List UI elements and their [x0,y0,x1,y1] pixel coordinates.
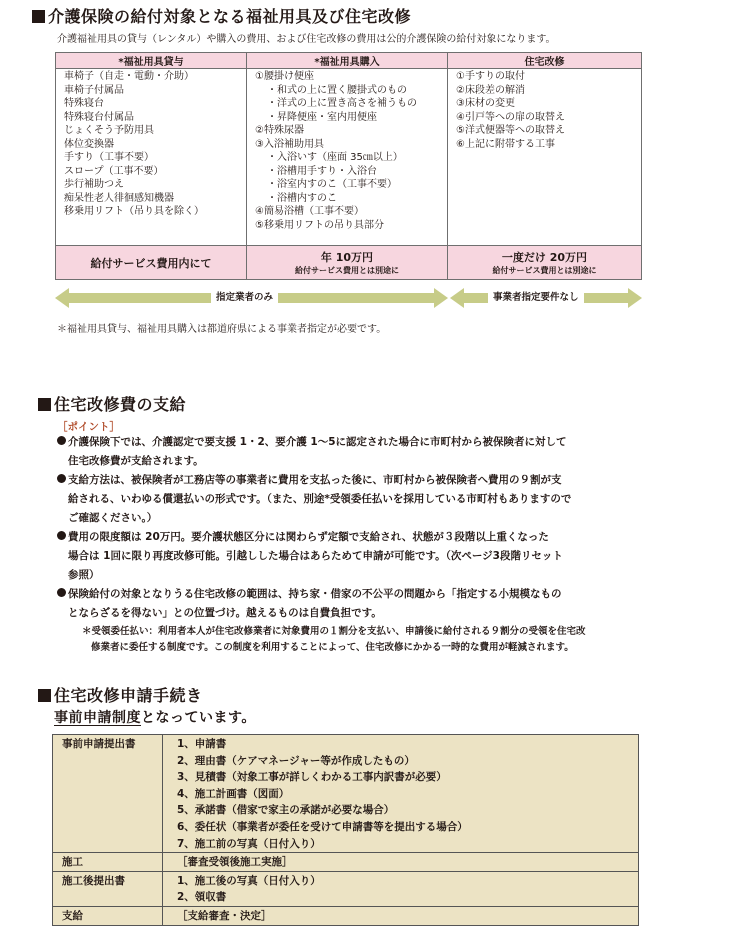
bullet-line: 介護保険下では、介護認定で要支援 1・2、要介護 1～5に認定された場合に市町村から被保険者に対して [68,436,567,448]
procedure-items [163,735,639,853]
point-bullet [57,585,657,623]
arrow-right-icon-2 [628,288,642,308]
procedure-item: 4、施工計画書（図面） [177,787,290,800]
bullet-dot-icon [57,436,66,445]
arrow-left-label: 指定業者のみ [211,288,278,308]
arrow-right-label: 事業者指定要件なし [488,288,584,308]
point-bullet [57,433,657,471]
purchase-items-cell [247,69,448,246]
welfare-equipment-table [55,52,642,280]
bullet-line: 住宅改修費が支給されます。 [68,455,204,467]
purchase-item: ③入浴補助用具 [255,138,324,150]
limit-purchase-cell: 年 10万円 給付サービス費用とは別途に [247,246,448,280]
bullet-line: 場合は 1回に限り再度改修可能。引越しした場合はあらためて申請が可能です。（次ページ3段階リセット [68,550,563,562]
procedure-label-text: 支給 [62,909,83,922]
proxy-payment-note [82,624,586,656]
application-procedure-table [52,734,639,926]
rental-item: じょくそう予防用具 [64,125,154,137]
bullet-line: 参照） [68,569,100,581]
bullet-dot-icon [57,588,66,597]
renovation-item: ①手すりの取付 [456,71,525,82]
point-bullet [57,528,657,585]
section1-title: 介護保険の給付対象となる福祉用具及び住宅改修 [32,4,411,27]
procedure-item: 1、施工後の写真（日付入り） [177,874,321,887]
procedure-item: 2、領収書 [177,891,227,904]
purchase-item: ①腰掛け便座 [255,71,314,82]
procedure-item: ［支給審査・決定］ [177,909,272,922]
renovation-item: ④引戸等への扉の取替え [456,111,565,123]
note-line: ＊受領委任払い：利用者本人が住宅改修業者に対象費用の１割分を支払い、申請後に給付される９割分の受領を住宅改 [82,626,586,637]
purchase-item: ②特殊尿器 [255,125,304,137]
square-bullet-icon [38,689,51,702]
limit-rental-cell: 給付サービス費用内にて [56,246,247,280]
purchase-item: ・浴室内すのこ（工事不要） [267,179,397,191]
purchase-item: ・浴槽内すのこ [267,192,337,204]
procedure-item: 2、理由書（ケアマネージャー等が作成したもの） [177,754,415,767]
section3-subtitle [54,707,256,727]
point-label: ［ポイント］ [57,421,120,433]
procedure-items [163,871,639,906]
rental-item: 手すり（工事不要） [64,152,154,164]
purchase-item: ・洋式の上に置き高さを補うもの [267,98,417,110]
column-header-renovation: 住宅改修 [448,53,642,69]
point-bullets [57,433,657,623]
bullet-line: 支給方法は、被保険者が工務店等の事業者に費用を支払った後に、市町村から被保険者へ費用の９割が支 [68,474,562,486]
provider-arrows [55,288,642,308]
rental-item: 特殊寝台付属品 [64,111,134,123]
procedure-label [53,853,163,872]
renovation-item: ②床段差の解消 [456,84,525,96]
purchase-item: ・入浴いす（座面 35㎝以上） [267,152,403,164]
rental-item: 移乗用リフト（吊り具を除く） [64,206,204,218]
rental-items-cell [56,69,247,246]
procedure-item: 3、見積書（対象工事が詳しくわかる工事内訳書が必要） [177,771,447,784]
procedure-label [53,906,163,925]
procedure-item: 7、施工前の写真（日付入り） [177,837,321,850]
bullet-dot-icon [57,474,66,483]
purchase-item: ・和式の上に置く腰掛式のもの [267,84,407,96]
procedure-label [53,735,163,853]
section3-title: 住宅改修申請手続き [38,683,203,706]
procedure-row [53,906,639,925]
rental-item: 痴呆性老人徘徊感知機器 [64,192,174,204]
renovation-item: ⑥上記に附帯する工事 [456,138,555,150]
procedure-label-text: 事前申請提出書 [62,738,136,750]
note-line: 修業者に委任する制度です。この制度を利用することによって、住宅改修にかかる一時的な費用が軽減されます。 [91,642,574,653]
arrow-left-icon-2 [450,288,464,308]
rental-item: 体位変換器 [64,138,114,150]
rental-item: スロープ（工事不要） [64,165,164,177]
subtitle-emphasis: 事前申請制度 [54,710,141,726]
rental-item: 車椅子（自走・電動・介助） [64,71,194,82]
bullet-line: とならざるを得ない」との位置づけ。越えるものは自費負担です。 [68,607,382,619]
rental-item: 車椅子付属品 [64,84,124,96]
arrow-right-icon [434,288,448,308]
subtitle-rest: となっています。 [141,710,256,726]
section2-title: 住宅改修費の支給 [38,392,186,415]
section1-intro: 介護福祉用具の貸与（レンタル）や購入の費用、および住宅改修の費用は公的介護保険の給付対象になります。 [57,34,556,45]
procedure-item: 6、委任状（事業者が委任を受けて申請書等を提出する場合） [177,820,468,833]
procedure-items [163,853,639,872]
square-bullet-icon [32,10,45,23]
procedure-label-text: 施工後提出書 [62,874,125,887]
procedure-item: 5、承諾書（借家で家主の承諾が必要な場合） [177,804,395,817]
bullet-line: 費用の限度額は 20万円。要介護状態区分には関わらず定額で支給され、状態が３段階以上重くなった [68,531,549,543]
rental-item: 特殊寝台 [64,98,104,110]
arrow-left-icon [55,288,69,308]
procedure-label [53,871,163,906]
purchase-item: ⑤移乗用リフトの吊り具部分 [255,220,384,232]
procedure-items [163,906,639,925]
limit-renovation-cell: 一度だけ 20万円 給付サービス費用とは別途に [448,246,642,280]
section1-footnote: ＊福祉用具貸与、福祉用具購入は都道府県による事業者指定が必要です。 [57,324,387,335]
bullet-dot-icon [57,531,66,540]
procedure-row [53,871,639,906]
renovation-item: ⑤洋式便器等への取替え [456,125,565,137]
renovation-item: ③床材の変更 [456,98,515,110]
point-bullet [57,471,657,528]
bullet-line: 保険給付の対象となりうる住宅改修の範囲は、持ち家・借家の不公平の問題から「指定する小規模なもの [68,588,562,600]
procedure-item: 1、申請書 [177,738,227,750]
procedure-row [53,853,639,872]
purchase-item: ④簡易浴槽（工事不要） [255,206,364,218]
column-header-purchase: *福祉用具購入 [247,53,448,69]
bullet-line: 給される、いわゆる償還払いの形式です。（また、別途*受領委任払いを採用している市町村もありますので [68,493,572,505]
square-bullet-icon [38,398,51,411]
column-header-rental: *福祉用具貸与 [56,53,247,69]
purchase-item: ・昇降便座・室内用便座 [267,111,377,123]
renovation-items-cell [448,69,642,246]
procedure-item: ［審査受領後施工実施］ [177,856,293,869]
purchase-item: ・浴槽用手すり・入浴台 [267,165,377,177]
bullet-line: ご確認ください。） [68,512,158,524]
procedure-row [53,735,639,853]
rental-item: 歩行補助つえ [64,179,124,191]
procedure-label-text: 施工 [62,856,83,869]
